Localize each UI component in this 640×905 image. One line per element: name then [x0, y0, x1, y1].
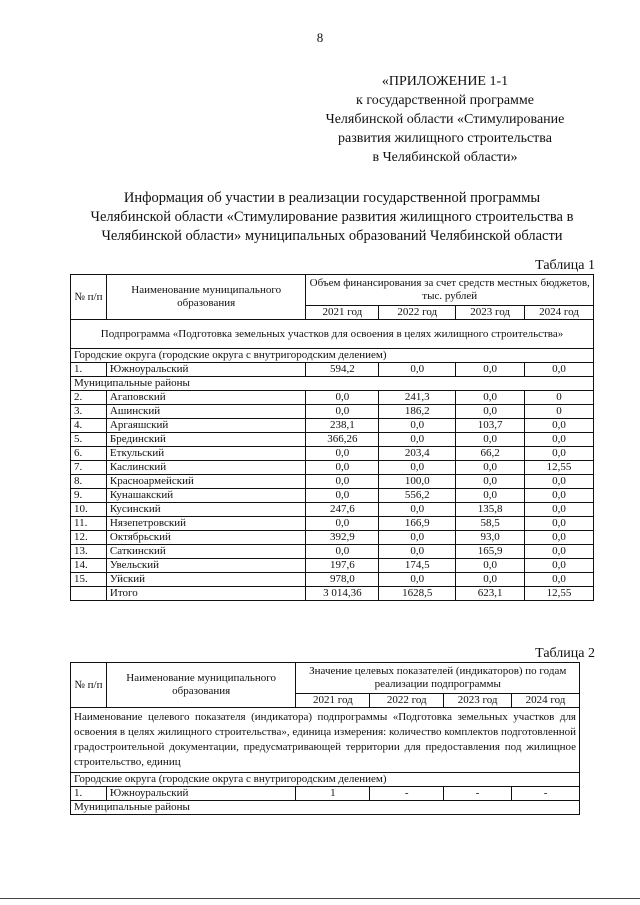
- row-value: 0,0: [306, 545, 379, 559]
- year-header: 2021 год: [296, 694, 370, 708]
- row-name: Уйский: [106, 573, 306, 587]
- row-value: 623,1: [456, 587, 525, 601]
- table-row: [71, 787, 580, 801]
- table-row: [71, 531, 594, 545]
- table-row: [71, 447, 594, 461]
- row-name: Увельский: [106, 559, 306, 573]
- row-value: 0,0: [306, 447, 379, 461]
- district-rows: [71, 391, 594, 587]
- row-no: 1.: [71, 363, 107, 377]
- document-heading: [62, 189, 602, 246]
- row-value: 174,5: [379, 559, 456, 573]
- row-value: 366,26: [306, 433, 379, 447]
- year-header: 2021 год: [306, 306, 379, 320]
- row-value: 556,2: [379, 489, 456, 503]
- row-value: 0,0: [379, 531, 456, 545]
- row-value: 0,0: [525, 447, 594, 461]
- row-no: [71, 587, 107, 601]
- row-value: 0,0: [306, 405, 379, 419]
- row-value: 0,0: [525, 517, 594, 531]
- row-value: 0,0: [525, 363, 594, 377]
- row-name: Еткульский: [106, 447, 306, 461]
- row-value: 392,9: [306, 531, 379, 545]
- section-urban: Городские округа (городские округа с внутригородским делением): [71, 349, 594, 363]
- urban-rows: [71, 787, 580, 801]
- page-number: 8: [316, 30, 324, 45]
- year-header: 2023 год: [456, 306, 525, 320]
- col-values-header: Значение целевых показателей (индикаторов) по годам реализации подпрограммы: [296, 663, 580, 694]
- appendix-line: к государственной программе: [356, 93, 534, 108]
- table-row: [71, 573, 594, 587]
- row-value: 0,0: [456, 391, 525, 405]
- row-no: 15.: [71, 573, 107, 587]
- year-header: 2023 год: [444, 694, 512, 708]
- row-value: 0,0: [456, 433, 525, 447]
- row-value: 0,0: [456, 405, 525, 419]
- row-value: 12,55: [525, 587, 594, 601]
- col-name-header: Наименование муниципального образования: [106, 275, 306, 320]
- row-value: 58,5: [456, 517, 525, 531]
- row-value: 0,0: [379, 363, 456, 377]
- row-name: Южноуральский: [106, 363, 306, 377]
- section-districts: Муниципальные районы: [71, 801, 580, 815]
- row-value: 0: [525, 391, 594, 405]
- indicator-description: Наименование целевого показателя (индикатора) подпрограммы «Подготовка земельных участков для освоения в целях жилищного строительства», единица измерения: количество комплектов подготовленной градостроительной документации, предусматривающей территории для предоставления под жилищное строительство, единиц: [71, 708, 580, 773]
- row-value: 0,0: [379, 461, 456, 475]
- row-value: 203,4: [379, 447, 456, 461]
- page-bottom-edge: [0, 898, 640, 899]
- col-funding-header: Объем финансирования за счет средств местных бюджетов, тыс. рублей: [306, 275, 594, 306]
- heading-line: Челябинской области» муниципальных образований Челябинской области: [101, 228, 563, 244]
- appendix-line: в Челябинской области»: [372, 150, 518, 165]
- row-value: 0,0: [456, 461, 525, 475]
- table-row: [71, 545, 594, 559]
- table-row: [71, 461, 594, 475]
- row-value: 93,0: [456, 531, 525, 545]
- row-value: 0,0: [525, 545, 594, 559]
- row-value: 241,3: [379, 391, 456, 405]
- row-name: Октябрьский: [106, 531, 306, 545]
- row-name: Нязепетровский: [106, 517, 306, 531]
- row-value: 0,0: [306, 461, 379, 475]
- row-value: 247,6: [306, 503, 379, 517]
- row-no: 6.: [71, 447, 107, 461]
- funding-table: [70, 274, 594, 601]
- row-value: 12,55: [525, 461, 594, 475]
- col-no-header: № п/п: [71, 275, 107, 320]
- row-value: 0,0: [525, 419, 594, 433]
- indicators-table: [70, 662, 580, 815]
- appendix-line: развития жилищного строительства: [338, 131, 552, 146]
- row-no: 13.: [71, 545, 107, 559]
- row-name: Агаповский: [106, 391, 306, 405]
- row-no: 10.: [71, 503, 107, 517]
- row-value: 0,0: [379, 503, 456, 517]
- row-value: 0,0: [525, 503, 594, 517]
- subprogram-row: Подпрограмма «Подготовка земельных участков для освоения в целях жилищного строительства»: [71, 320, 594, 349]
- section-districts: Муниципальные районы: [71, 377, 594, 391]
- year-header: 2022 год: [370, 694, 444, 708]
- row-no: 11.: [71, 517, 107, 531]
- row-no: 7.: [71, 461, 107, 475]
- row-value: 66,2: [456, 447, 525, 461]
- row-name: Красноармейский: [106, 475, 306, 489]
- row-value: 0,0: [525, 573, 594, 587]
- row-value: 100,0: [379, 475, 456, 489]
- row-value: -: [370, 787, 444, 801]
- row-no: 5.: [71, 433, 107, 447]
- row-value: 0,0: [379, 419, 456, 433]
- row-value: 0,0: [525, 489, 594, 503]
- row-value: 103,7: [456, 419, 525, 433]
- table-row: [71, 489, 594, 503]
- row-value: 0,0: [525, 433, 594, 447]
- row-no: 14.: [71, 559, 107, 573]
- table-row: [71, 517, 594, 531]
- row-value: 0,0: [525, 475, 594, 489]
- row-value: -: [444, 787, 512, 801]
- row-value: 0,0: [456, 559, 525, 573]
- row-name: Аргаяшский: [106, 419, 306, 433]
- table-row: [71, 433, 594, 447]
- appendix-line: «ПРИЛОЖЕНИЕ 1-1: [381, 74, 509, 89]
- row-value: 0: [525, 405, 594, 419]
- row-value: 978,0: [306, 573, 379, 587]
- row-name: Южноуральский: [106, 787, 296, 801]
- row-value: 0,0: [456, 573, 525, 587]
- heading-line: Информация об участии в реализации государственной программы: [123, 190, 541, 206]
- row-value: 0,0: [379, 433, 456, 447]
- year-header: 2024 год: [512, 694, 580, 708]
- row-value: 594,2: [306, 363, 379, 377]
- row-value: 166,9: [379, 517, 456, 531]
- row-value: 0,0: [306, 489, 379, 503]
- col-no-header: № п/п: [71, 663, 107, 708]
- row-value: -: [512, 787, 580, 801]
- urban-rows: [71, 363, 594, 377]
- row-no: 4.: [71, 419, 107, 433]
- table-row: [71, 363, 594, 377]
- row-no: 8.: [71, 475, 107, 489]
- row-name: Ашинский: [106, 405, 306, 419]
- table1-caption: Таблица 1: [535, 258, 595, 273]
- row-value: 3 014,36: [306, 587, 379, 601]
- row-value: 165,9: [456, 545, 525, 559]
- row-name: Кусинский: [106, 503, 306, 517]
- row-value: 0,0: [456, 475, 525, 489]
- row-value: 135,8: [456, 503, 525, 517]
- row-value: 197,6: [306, 559, 379, 573]
- table2-caption: Таблица 2: [535, 646, 595, 661]
- row-value: 0,0: [525, 559, 594, 573]
- table-row: [71, 475, 594, 489]
- table-row: [71, 405, 594, 419]
- row-no: 3.: [71, 405, 107, 419]
- table-row: [71, 503, 594, 517]
- row-name: Итого: [106, 587, 306, 601]
- row-no: 12.: [71, 531, 107, 545]
- row-value: 0,0: [525, 531, 594, 545]
- row-value: 186,2: [379, 405, 456, 419]
- total-row: [71, 587, 594, 601]
- row-value: 238,1: [306, 419, 379, 433]
- col-name-header: Наименование муниципального образования: [106, 663, 296, 708]
- row-value: 0,0: [306, 475, 379, 489]
- table-row: [71, 559, 594, 573]
- row-value: 1: [296, 787, 370, 801]
- section-urban: Городские округа (городские округа с внутригородским делением): [71, 773, 580, 787]
- row-value: 0,0: [379, 545, 456, 559]
- row-value: 0,0: [456, 489, 525, 503]
- row-value: 0,0: [306, 517, 379, 531]
- row-value: 0,0: [379, 573, 456, 587]
- table-row: [71, 391, 594, 405]
- row-value: 0,0: [306, 391, 379, 405]
- row-value: 0,0: [456, 363, 525, 377]
- year-header: 2024 год: [525, 306, 594, 320]
- appendix-header: [300, 72, 590, 167]
- appendix-line: Челябинской области «Стимулирование: [325, 112, 565, 127]
- row-no: 9.: [71, 489, 107, 503]
- row-name: Каслинский: [106, 461, 306, 475]
- year-header: 2022 год: [379, 306, 456, 320]
- row-name: Кунашакский: [106, 489, 306, 503]
- table-row: [71, 419, 594, 433]
- row-value: 1628,5: [379, 587, 456, 601]
- heading-line: Челябинской области «Стимулирование развития жилищного строительства в: [90, 209, 574, 225]
- row-no: 2.: [71, 391, 107, 405]
- row-no: 1.: [71, 787, 107, 801]
- row-name: Брединский: [106, 433, 306, 447]
- row-name: Саткинский: [106, 545, 306, 559]
